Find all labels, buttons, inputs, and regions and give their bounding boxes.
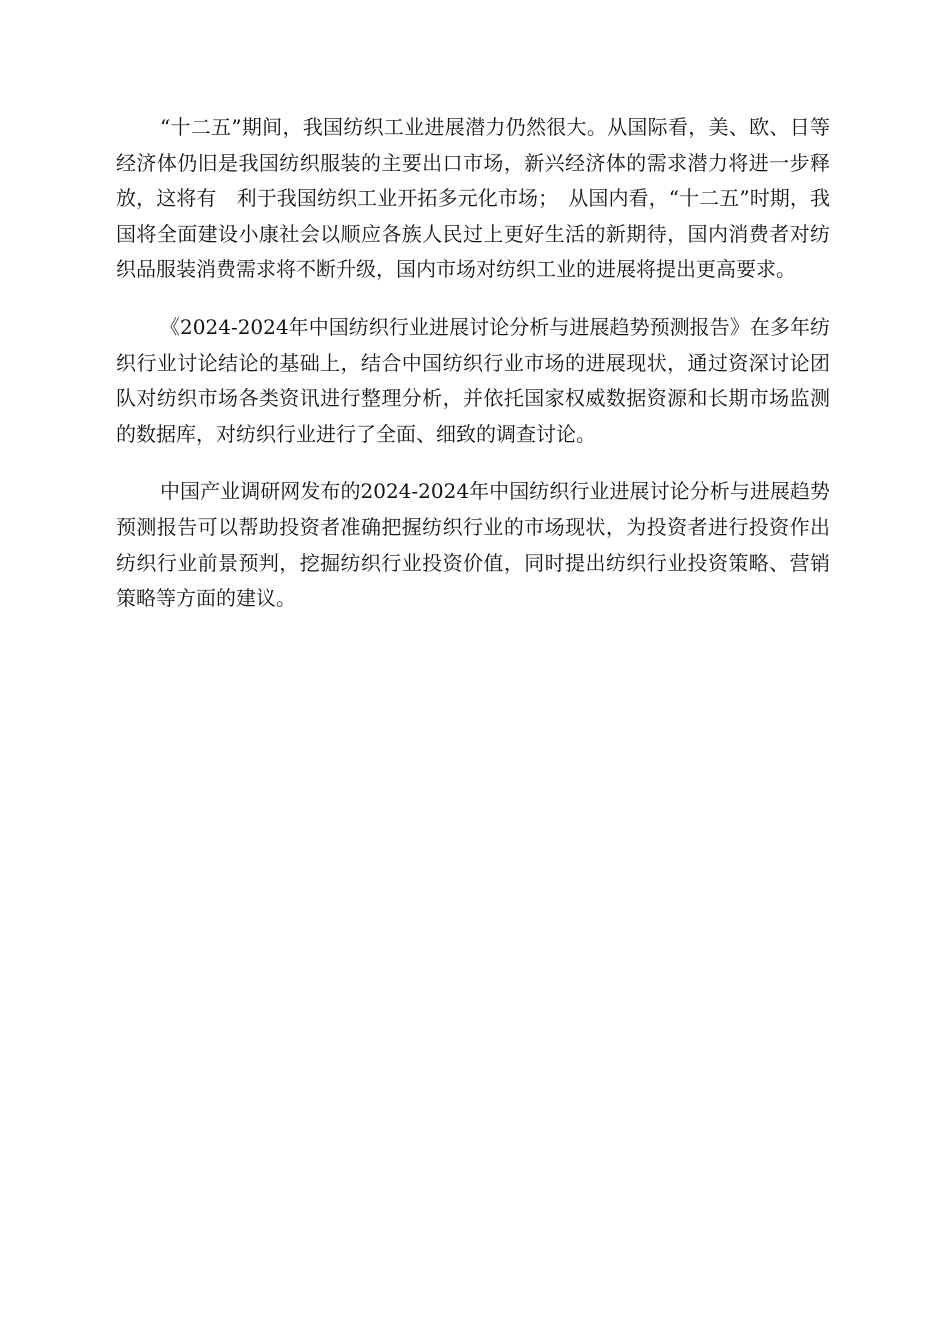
paragraph-report-intro: 《2024-2024年中国纺织行业进展讨论分析与进展趋势预测报告》在多年纺织行业讨论结论的基础上，结合中国纺织行业市场的进展现状，通过资深讨论团队对纺织市场各类资讯进行整理分析，并依托国家权威数据资源和长期市场监测的数据库，对纺织行业进行了全面、细致的调查讨论。: [116, 314, 830, 446]
paragraph-outlook: “十二五”期间，我国纺织工业进展潜力仍然很大。从国际看，美、欧、日等经济体仍旧是我国纺织服装的主要出口市场，新兴经济体的需求潜力将进一步释放，这将有 利于我国纺织工业开拓多元化市场； 从国内看，“十二五”时期，我国将全面建设小康社会以顺应各族人民过上更好生活的新期待，国内消费者对纺织品服装消费需求将不断升级，国内市场对纺织工业的进展将提出更高要求。: [116, 115, 830, 282]
document-body: [116, 110, 830, 639]
paragraph-report-value: 中国产业调研网发布的2024-2024年中国纺织行业进展讨论分析与进展趋势预测报告可以帮助投资者准确把握纺织行业的市场现状，为投资者进行投资作出纺织行业前景预判，挖掘纺织行业投资价值，同时提出纺织行业投资策略、营销策略等方面的建议。: [116, 479, 830, 611]
